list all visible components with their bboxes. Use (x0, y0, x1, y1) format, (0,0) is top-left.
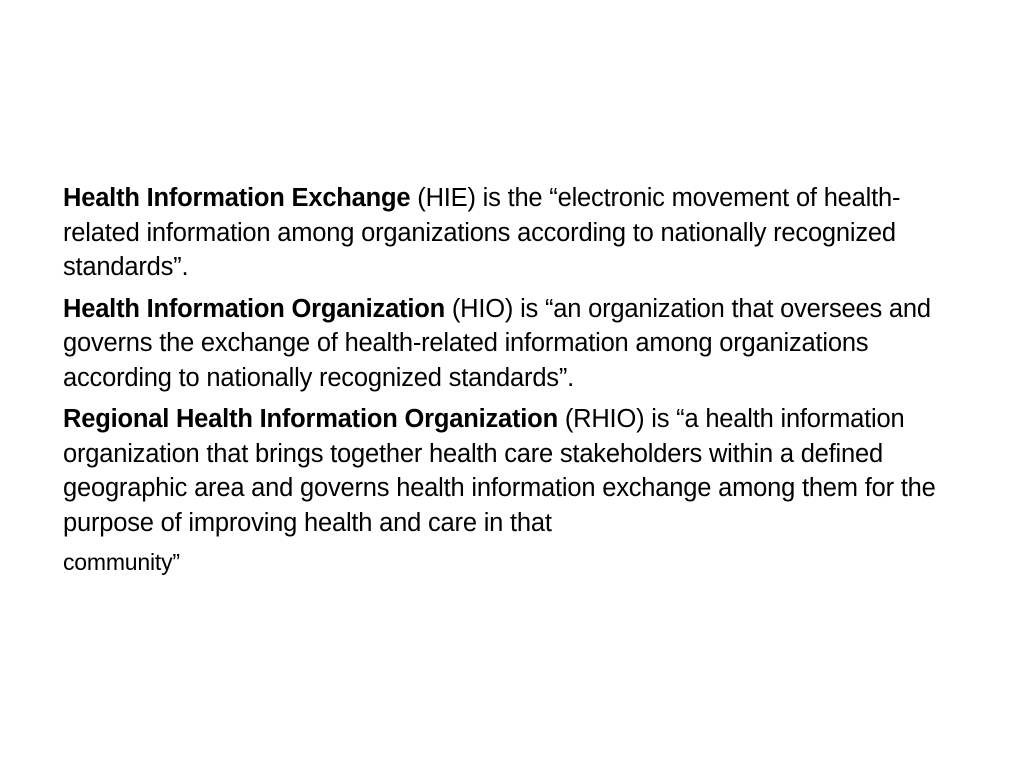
term-hio: Health Information Organization (63, 294, 445, 323)
definition-hio-text: (HIO) is “an organization that oversees and governs the exchange of health-related information among organizations according to nationally recognized standards”. (63, 294, 931, 392)
definition-hio (63, 292, 963, 396)
slide-body (63, 181, 963, 584)
term-hie: Health Information Exchange (63, 184, 411, 212)
definition-hie (63, 181, 963, 285)
definition-rhio (63, 402, 963, 540)
term-rhio: Regional Health Information Organization (63, 405, 558, 433)
definition-rhio-text: (RHIO) is “a health information organization that brings together health care stakeholders within a defined geographic area and governs health information exchange among them for the purpose of improving health and care in that (63, 405, 936, 537)
definition-rhio-continuation: community” (63, 549, 180, 575)
definition-hie-text: (HIE) is the “electronic movement of health-related information among organizations according to nationally recognized standards”. (63, 184, 901, 281)
